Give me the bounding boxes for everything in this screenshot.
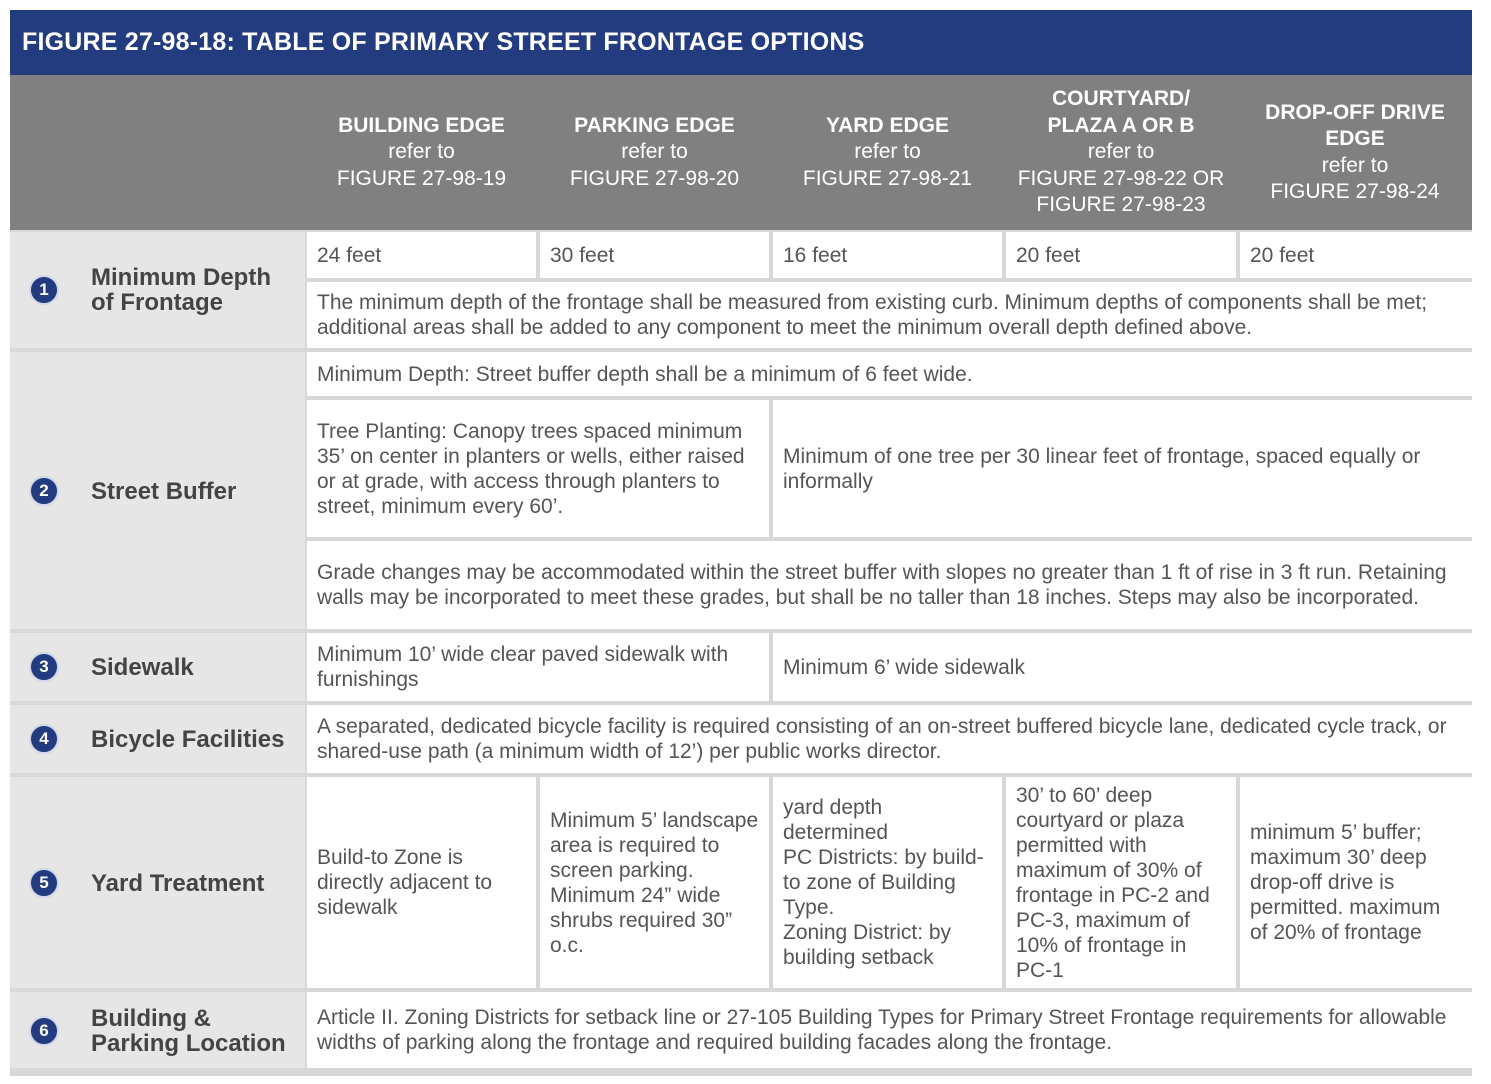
row-label-yard-treatment [10,777,305,988]
column-header-parking-edge [538,75,771,230]
column-ref-figure: FIGURE 27-98-24 [1270,180,1440,203]
column-ref-figure: FIGURE 27-98-19 [336,166,507,190]
row-label-text: Yard Treatment [91,870,265,897]
row-label-text: Minimum Depth of Frontage [91,264,271,316]
row-label-text: Bicycle Facilities [91,726,285,753]
column-ref-label: refer to [1087,140,1155,164]
building-parking-location-text: Article II. Zoning Districts for setback line or 27-105 Building Types for Primary Street Frontage requirements for allowable widths of parking along the frontage and required building facades along the frontage. [307,992,1472,1068]
depth-courtyard-plaza: 20 feet [1006,232,1236,278]
row-label-sidewalk [10,633,305,701]
yard-courtyard-plaza: 30’ to 60’ deep courtyard or plaza permitted with maximum of 30% of frontage in PC-2 and PC-3, maximum of 10% of frontage in PC-1 [1006,777,1236,988]
column-name: YARD EDGE [826,113,949,137]
figure-title: FIGURE 27-98-18: TABLE OF PRIMARY STREET FRONTAGE OPTIONS [10,10,1472,75]
row-number-badge: 5 [29,868,59,898]
sidewalk-other: Minimum 6’ wide sidewalk [773,633,1472,701]
column-header-building-edge [305,75,538,230]
yard-yard-edge: yard depth determined PC Districts: by build-to zone of Building Type. Zoning District: by building setback [773,777,1002,988]
row-label-bicycle-facilities [10,705,305,773]
row-label-minimum-depth [10,232,305,348]
column-ref-figure: FIGURE 27-98-21 [802,166,973,190]
depth-drop-off-drive: 20 feet [1240,232,1472,278]
buffer-tree-planting-building-parking: Tree Planting: Canopy trees spaced minimum 35’ on center in planters or wells, either raised or at grade, with access through planters to street, minimum every 60’. [307,400,769,537]
depth-building-edge: 24 feet [307,232,536,278]
row-label-street-buffer [10,352,305,629]
column-name: COURTYARD/ PLAZA A OR B [1047,87,1195,137]
column-ref-label: refer to [854,140,921,164]
yard-parking-edge: Minimum 5’ landscape area is required to screen parking. Minimum 24” wide shrubs required 30” o.c. [540,777,769,988]
column-ref-figure: FIGURE 27-98-20 [569,166,740,190]
row-label-text: Street Buffer [91,478,237,505]
buffer-minimum-depth-label: Minimum Depth: [317,362,470,386]
column-name: DROP-OFF DRIVE EDGE [1265,100,1445,150]
table-header-row [10,75,1472,230]
row-label-text: Building & Parking Location [91,1005,286,1057]
bicycle-facility-text: A separated, dedicated bicycle facility is required consisting of an on-street buffered bicycle lane, dedicated cycle track, or shared-use path (a minimum width of 12’) per public works director. [307,705,1472,773]
depth-yard-edge: 16 feet [773,232,1002,278]
column-name: BUILDING EDGE [338,113,505,137]
buffer-minimum-depth [307,352,1472,396]
column-ref-figure: FIGURE 27-98-22 OR [1017,166,1225,190]
row-number-badge: 2 [29,476,59,506]
row-number-badge: 3 [29,652,59,682]
row-number-badge: 6 [29,1016,59,1046]
row-label-building-parking-location [10,992,305,1068]
column-ref-label: refer to [388,140,455,164]
row-label-text: Sidewalk [91,654,194,681]
column-header-drop-off-drive [1238,75,1472,230]
row-number-badge: 1 [29,275,59,305]
buffer-grade-changes: Grade changes may be accommodated within the street buffer with slopes no greater than 1 ft of rise in 3 ft run. Retaining walls may be incorporated to meet these grades, but shall be no taller than 18 inches. Steps may also be incorporated. [307,541,1472,629]
buffer-tree-planting-other: Minimum of one tree per 30 linear feet of frontage, spaced equally or informally [773,400,1472,537]
column-ref-figure-alt: FIGURE 27-98-23 [1036,193,1206,217]
depth-note: The minimum depth of the frontage shall be measured from existing curb. Minimum depths of components shall be met; additional areas shall be added to any component to meet the minimum overall depth defined above. [307,282,1472,348]
column-ref-label: refer to [1321,153,1389,177]
column-header-yard-edge [771,75,1004,230]
yard-drop-off-drive: minimum 5’ buffer; maximum 30’ deep drop-off drive is permitted. maximum of 20% of frontage [1240,777,1472,988]
column-ref-label: refer to [621,140,688,164]
buffer-minimum-depth-text: Street buffer depth shall be a minimum of 6 feet wide. [469,362,973,386]
sidewalk-building-parking: Minimum 10’ wide clear paved sidewalk with furnishings [307,633,769,701]
yard-building-edge: Build-to Zone is directly adjacent to sidewalk [307,777,536,988]
column-header-courtyard-plaza [1004,75,1238,230]
row-number-badge: 4 [29,724,59,754]
column-name: PARKING EDGE [574,113,735,137]
depth-parking-edge: 30 feet [540,232,769,278]
